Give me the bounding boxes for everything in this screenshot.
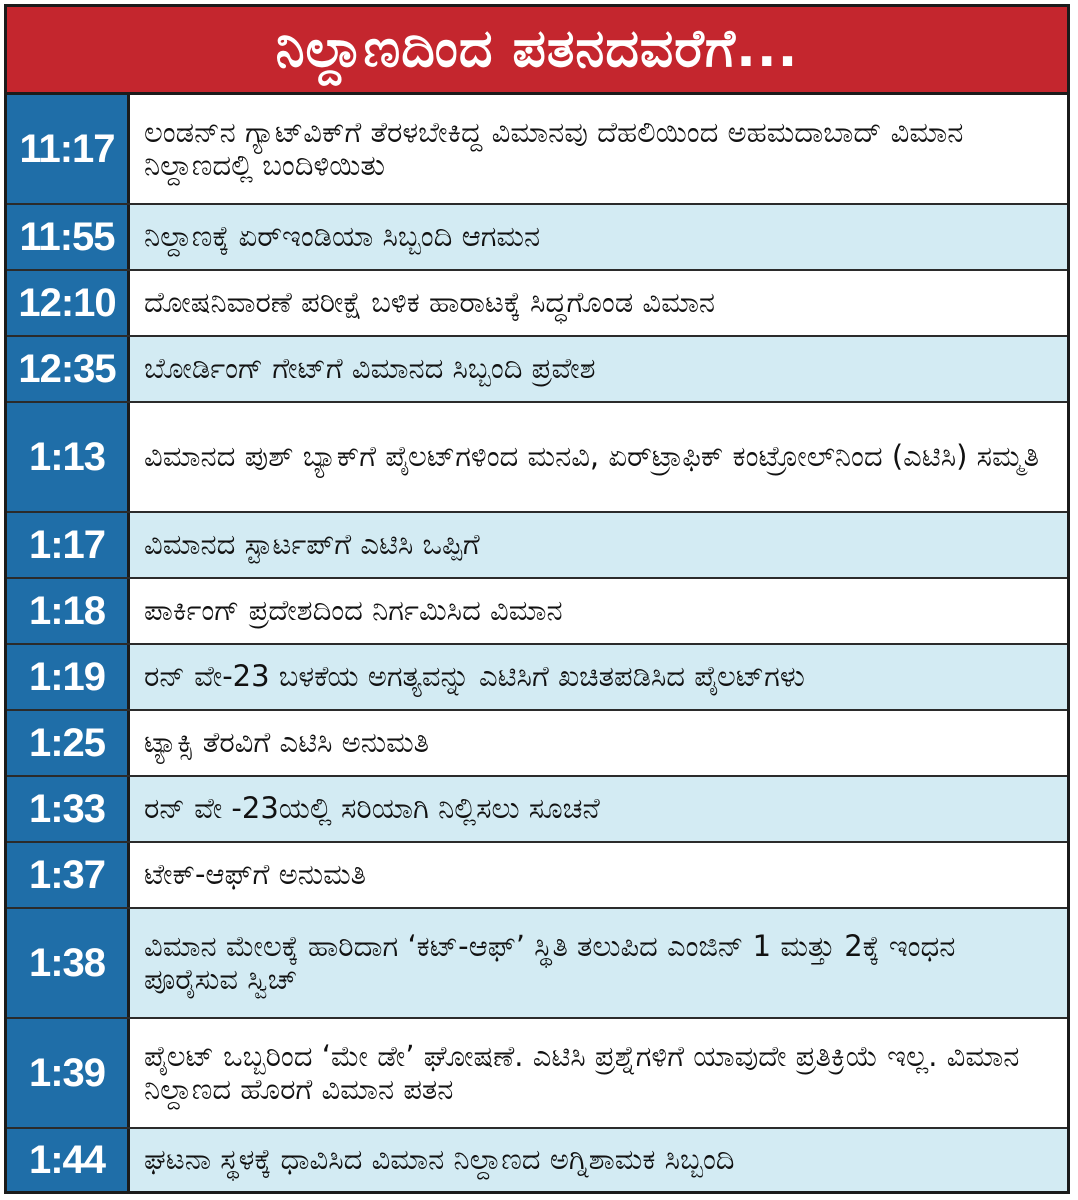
time-cell: 1:37 xyxy=(7,843,130,907)
time-cell: 12:35 xyxy=(7,337,130,401)
event-description: ನಿಲ್ದಾಣಕ್ಕೆ ಏರ್‌ಇಂಡಿಯಾ ಸಿಬ್ಬಂದಿ ಆಗಮನ xyxy=(130,205,1067,269)
time-cell: 1:38 xyxy=(7,909,130,1017)
event-description: ಪಾರ್ಕಿಂಗ್ ಪ್ರದೇಶದಿಂದ ನಿರ್ಗಮಿಸಿದ ವಿಮಾನ xyxy=(130,579,1067,643)
event-description: ರನ್ ವೇ -23ಯಲ್ಲಿ ಸರಿಯಾಗಿ ನಿಲ್ಲಿಸಲು ಸೂಚನೆ xyxy=(130,777,1067,841)
table-row xyxy=(7,777,1067,843)
table-row xyxy=(7,403,1067,513)
event-description: ಬೋರ್ಡಿಂಗ್ ಗೇಟ್‌ಗೆ ವಿಮಾನದ ಸಿಬ್ಬಂದಿ ಪ್ರವೇಶ xyxy=(130,337,1067,401)
table-row xyxy=(7,337,1067,403)
event-description: ಪೈಲಟ್ ಒಬ್ಬರಿಂದ ‘ಮೇ ಡೇ’ ಘೋಷಣೆ. ಎಟಿಸಿ ಪ್ರಶ್ನೆಗಳಿಗೆ ಯಾವುದೇ ಪ್ರತಿಕ್ರಿಯೆ ಇಲ್ಲ. ವಿಮಾನ ನಿಲ್ದಾಣದ ಹೊರಗೆ ವಿಮಾನ ಪತನ xyxy=(130,1019,1067,1127)
table-row xyxy=(7,843,1067,909)
table-row xyxy=(7,909,1067,1019)
event-description: ವಿಮಾನದ ಸ್ಟಾರ್ಟಪ್‌ಗೆ ಎಟಿಸಿ ಒಪ್ಪಿಗೆ xyxy=(130,513,1067,577)
time-cell: 1:33 xyxy=(7,777,130,841)
event-description: ರನ್ ವೇ-23 ಬಳಕೆಯ ಅಗತ್ಯವನ್ನು ಎಟಿಸಿಗೆ ಖಚಿತಪಡಿಸಿದ ಪೈಲಟ್‌ಗಳು xyxy=(130,645,1067,709)
event-description: ವಿಮಾನದ ಪುಶ್ ಬ್ಯಾಕ್‌ಗೆ ಪೈಲಟ್‌ಗಳಿಂದ ಮನವಿ, ಏರ್‌ಟ್ರಾಫಿಕ್ ಕಂಟ್ರೋಲ್‌ನಿಂದ (ಎಟಿಸಿ) ಸಮ್ಮತಿ xyxy=(130,403,1067,511)
table-row xyxy=(7,205,1067,271)
page-title: ನಿಲ್ದಾಣದಿಂದ ಪತನದವರೆಗೆ... xyxy=(7,7,1067,95)
time-cell: 11:17 xyxy=(7,95,130,203)
time-cell: 1:44 xyxy=(7,1129,130,1191)
event-description: ಲಂಡನ್‌ನ ಗ್ಯಾಟ್‌ವಿಕ್‌ಗೆ ತೆರಳಬೇಕಿದ್ದ ವಿಮಾನವು ದೆಹಲಿಯಿಂದ ಅಹಮದಾಬಾದ್ ವಿಮಾನ ನಿಲ್ದಾಣದಲ್ಲಿ ಬಂದಿಳಿಯಿತು xyxy=(130,95,1067,203)
time-cell: 1:39 xyxy=(7,1019,130,1127)
time-cell: 11:55 xyxy=(7,205,130,269)
time-cell: 1:17 xyxy=(7,513,130,577)
event-description: ವಿಮಾನ ಮೇಲಕ್ಕೆ ಹಾರಿದಾಗ ‘ಕಟ್-ಆಫ್’ ಸ್ಥಿತಿ ತಲುಪಿದ ಎಂಜಿನ್ 1 ಮತ್ತು 2ಕ್ಕೆ ಇಂಧನ ಪೂರೈಸುವ ಸ್ವಿಚ್ xyxy=(130,909,1067,1017)
time-cell: 12:10 xyxy=(7,271,130,335)
event-description: ಟೇಕ್-ಆಫ್‌ಗೆ ಅನುಮತಿ xyxy=(130,843,1067,907)
table-row xyxy=(7,95,1067,205)
event-description: ದೋಷನಿವಾರಣೆ ಪರೀಕ್ಷೆ ಬಳಿಕ ಹಾರಾಟಕ್ಕೆ ಸಿದ್ಧಗೊಂಡ ವಿಮಾನ xyxy=(130,271,1067,335)
table-row xyxy=(7,711,1067,777)
time-cell: 1:18 xyxy=(7,579,130,643)
timeline-rows xyxy=(7,95,1067,1191)
table-row xyxy=(7,1019,1067,1129)
table-row xyxy=(7,645,1067,711)
time-cell: 1:25 xyxy=(7,711,130,775)
timeline-table xyxy=(4,4,1070,1194)
event-description: ಘಟನಾ ಸ್ಥಳಕ್ಕೆ ಧಾವಿಸಿದ ವಿಮಾನ ನಿಲ್ದಾಣದ ಅಗ್ನಿಶಾಮಕ ಸಿಬ್ಬಂದಿ xyxy=(130,1129,1067,1191)
table-row xyxy=(7,271,1067,337)
table-row xyxy=(7,579,1067,645)
table-row xyxy=(7,1129,1067,1191)
time-cell: 1:19 xyxy=(7,645,130,709)
table-row xyxy=(7,513,1067,579)
event-description: ಟ್ಯಾಕ್ಸಿ ತೆರವಿಗೆ ಎಟಿಸಿ ಅನುಮತಿ xyxy=(130,711,1067,775)
time-cell: 1:13 xyxy=(7,403,130,511)
